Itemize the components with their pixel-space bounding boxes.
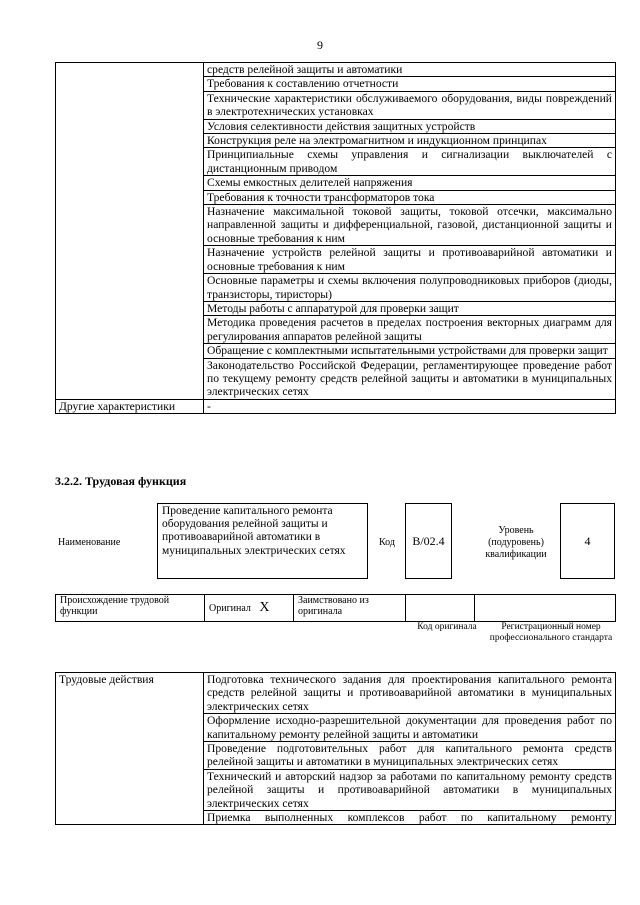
other-characteristics-value: - bbox=[204, 399, 616, 413]
borrowed-label: Заимствовано из оригинала bbox=[294, 595, 406, 622]
level-value-box: 4 bbox=[560, 503, 615, 579]
action-item: Приемка выполненных комплексов работ по капитальному ремонту bbox=[204, 811, 616, 825]
actions-label: Трудовые действия bbox=[56, 673, 204, 825]
knowledge-item: Технические характеристики обслуживаемого оборудования, виды повреждений в электротехнических установках bbox=[204, 91, 616, 119]
knowledge-item: Конструкция реле на электромагнитном и индукционном принципах bbox=[204, 134, 616, 148]
knowledge-item: Назначение устройств релейной защиты и противоаварийной автоматики и основные требования к ним bbox=[204, 246, 616, 274]
knowledge-item: Законодательство Российской Федерации, регламентирующее проведение работ по текущему ремонту средств релейной защиты и автоматики в муниципальных электрических сетях bbox=[204, 358, 616, 399]
actions-table bbox=[55, 672, 616, 825]
origin-table bbox=[55, 594, 616, 622]
section-heading: 3.2.2. Трудовая функция bbox=[55, 474, 187, 488]
knowledge-item: Схемы емкостных делителей напряжения bbox=[204, 176, 616, 190]
level-label: Уровень (подуровень) квалификации bbox=[485, 525, 547, 560]
other-characteristics-label: Другие характеристики bbox=[56, 399, 204, 413]
original-mark: X bbox=[259, 600, 270, 615]
knowledge-item: Методика проведения расчетов в пределах построения векторных диаграмм для регулирования аппаратов релейной защиты bbox=[204, 316, 616, 344]
knowledge-item: Требования к точности трансформаторов тока bbox=[204, 190, 616, 204]
knowledge-item: Требования к составлению отчетности bbox=[204, 77, 616, 91]
knowledge-item: средств релейной защиты и автоматики bbox=[204, 63, 616, 77]
knowledge-item: Назначение максимальной токовой защиты, токовой отсечки, максимально направленной защиты и дифференциальной, газовой, дистанционной защиты и основные требования к ним bbox=[204, 205, 616, 246]
code-original-caption: Код оригинала bbox=[417, 622, 477, 632]
original-cell bbox=[205, 595, 294, 622]
knowledge-table bbox=[55, 62, 616, 414]
action-item: Оформление исходно-разрешительной документации для проведения работ по капитальному ремонту релейной защиты и автоматики bbox=[204, 714, 616, 742]
original-label: Оригинал bbox=[209, 603, 251, 614]
knowledge-left-cell bbox=[56, 63, 204, 400]
reg-number-caption: Регистрационный номер профессионального стандарта bbox=[489, 622, 613, 643]
knowledge-item: Методы работы с аппаратурой для проверки защит bbox=[204, 301, 616, 315]
code-value-box: В/02.4 bbox=[405, 503, 452, 579]
name-label: Наименование bbox=[58, 537, 121, 548]
function-name-box: Проведение капитального ремонта оборудования релейной защиты и противоаварийной автоматики в муниципальных электрических сетях bbox=[157, 503, 368, 579]
knowledge-item: Основные параметры и схемы включения полупроводниковых приборов (диоды, транзисторы, тиристоры) bbox=[204, 274, 616, 302]
page-number: 9 bbox=[317, 38, 323, 52]
reg-number-cell bbox=[475, 595, 616, 622]
knowledge-item: Условия селективности действия защитных устройств bbox=[204, 119, 616, 133]
knowledge-item: Обращение с комплектными испытательными устройствами для проверки защит bbox=[204, 344, 616, 358]
action-item: Технический и авторский надзор за работами по капитальному ремонту средств релейной защиты и противоаварийной автоматики в муниципальных электрических сетях bbox=[204, 769, 616, 810]
code-original-cell bbox=[406, 595, 475, 622]
action-item: Проведение подготовительных работ для капитального ремонта средств релейной защиты и автоматики в муниципальных электрических сетях bbox=[204, 742, 616, 770]
knowledge-item: Принципиальные схемы управления и сигнализации выключателей с дистанционным приводом bbox=[204, 148, 616, 176]
origin-label: Происхождение трудовой функции bbox=[56, 595, 205, 622]
code-label: Код bbox=[379, 537, 395, 548]
action-item: Подготовка технического задания для проектирования капитального ремонта средств релейной защиты и противоаварийной автоматики в муниципальных электрических сетях bbox=[204, 673, 616, 714]
